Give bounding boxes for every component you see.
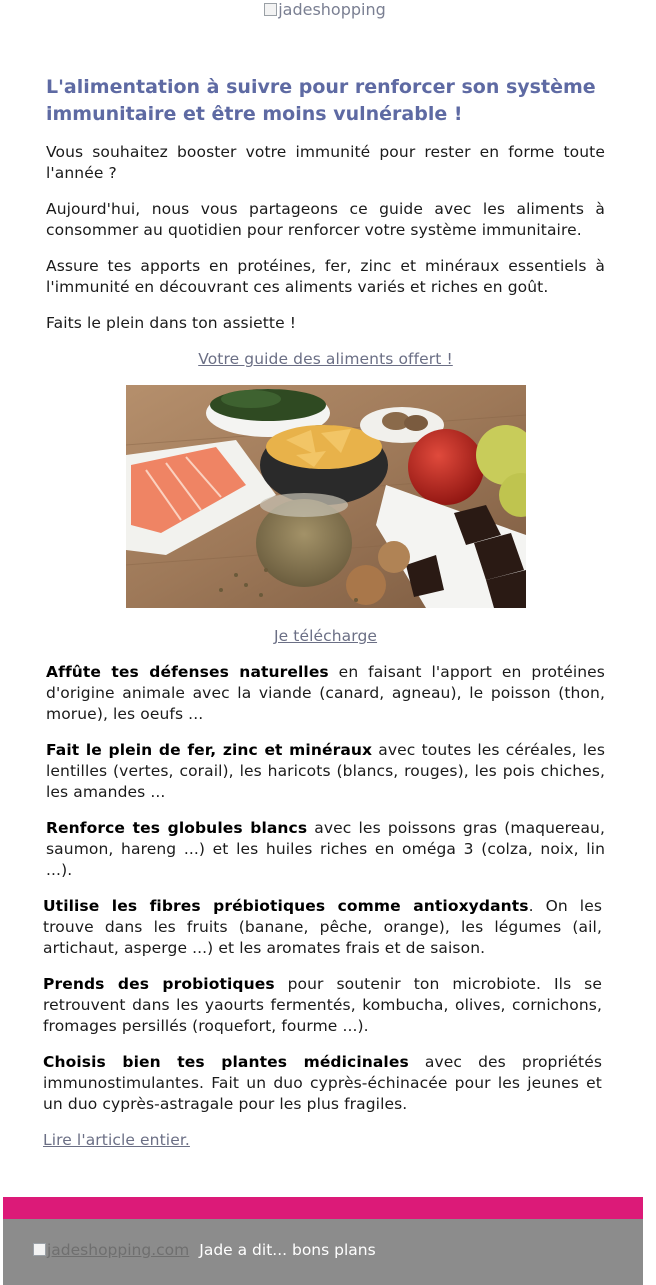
tip-text: avec des propriétés immunostimulantes. Fait un duo cyprès-échinacée pour les jeunes et un duo cyprès-astragale pour les plus fragiles. xyxy=(43,1053,603,1113)
tip-item xyxy=(46,740,605,803)
footer xyxy=(3,1197,643,1285)
tip-text: pour soutenir ton microbiote. Ils se retrouvent dans les yaourts fermentés, kombucha, olives, cornichons, fromages persillés (roquefort, fourme ...). xyxy=(43,975,602,1035)
guide-link[interactable]: Votre guide des aliments offert ! xyxy=(198,350,453,368)
broken-image-icon xyxy=(33,1243,46,1256)
header-logo-alt: jadeshopping xyxy=(278,0,386,19)
header-logo[interactable] xyxy=(0,0,650,20)
tip-item xyxy=(43,896,602,959)
intro-paragraph: Aujourd'hui, nous vous partageons ce guide avec les aliments à consommer au quotidien pour renforcer votre système immunitaire. xyxy=(46,200,605,239)
footer-logo-alt: jadeshopping.com xyxy=(47,1241,190,1259)
footer-row xyxy=(33,1241,376,1259)
tip-heading: Prends des probiotiques xyxy=(43,975,275,993)
footer-tagline: Jade a dit... bons plans xyxy=(199,1241,376,1259)
tip-item xyxy=(43,974,602,1037)
read-more-row xyxy=(43,1130,602,1151)
download-link[interactable]: Je télécharge xyxy=(273,627,378,645)
food-photo[interactable] xyxy=(126,385,526,608)
tip-heading: Fait le plein de fer, zinc et minéraux xyxy=(46,741,373,759)
tip-text: avec les poissons gras (maquereau, saumon, hareng ...) et les huiles riches en oméga 3 (colza, noix, lin ...). xyxy=(46,819,605,879)
broken-image-icon xyxy=(264,3,277,16)
download-link-row xyxy=(46,626,605,647)
read-more-link[interactable]: Lire l'article entier. xyxy=(43,1131,190,1149)
footer-stripe xyxy=(3,1197,643,1219)
guide-link-row xyxy=(46,349,605,370)
intro-paragraph: Faits le plein dans ton assiette ! xyxy=(46,314,297,332)
footer-logo-link[interactable] xyxy=(33,1241,189,1259)
tip-heading: Affûte tes défenses naturelles xyxy=(46,663,329,681)
intro-paragraph: Vous souhaitez booster votre immunité pour rester en forme toute l'année ? xyxy=(46,143,605,182)
tip-item xyxy=(46,662,605,725)
tip-item xyxy=(43,1052,602,1115)
tip-text: en faisant l'apport en protéines d'origine animale avec la viande (canard, agneau), le poisson (thon, morue), les oeufs ... xyxy=(46,663,605,723)
intro-paragraph: Assure tes apports en protéines, fer, zinc et minéraux essentiels à l'immunité en découvrant ces aliments variés et riches en goût. xyxy=(46,257,605,296)
tip-heading: Utilise les fibres prébiotiques comme antioxydants xyxy=(43,897,529,915)
tip-heading: Renforce tes globules blancs xyxy=(46,819,308,837)
article-title: L'alimentation à suivre pour renforcer son système immunitaire et être moins vulnérable ! xyxy=(46,76,596,125)
article xyxy=(43,74,605,1166)
tip-text: avec toutes les céréales, les lentilles (vertes, corail), les haricots (blancs, rouges), les pois chiches, les amandes ... xyxy=(46,741,605,801)
tip-item xyxy=(46,818,605,881)
tip-text: . On les trouve dans les fruits (banane, pêche, orange), les légumes (ail, artichaut, asperge ...) et les aromates frais et de saison. xyxy=(43,897,603,957)
tip-heading: Choisis bien tes plantes médicinales xyxy=(43,1053,409,1071)
